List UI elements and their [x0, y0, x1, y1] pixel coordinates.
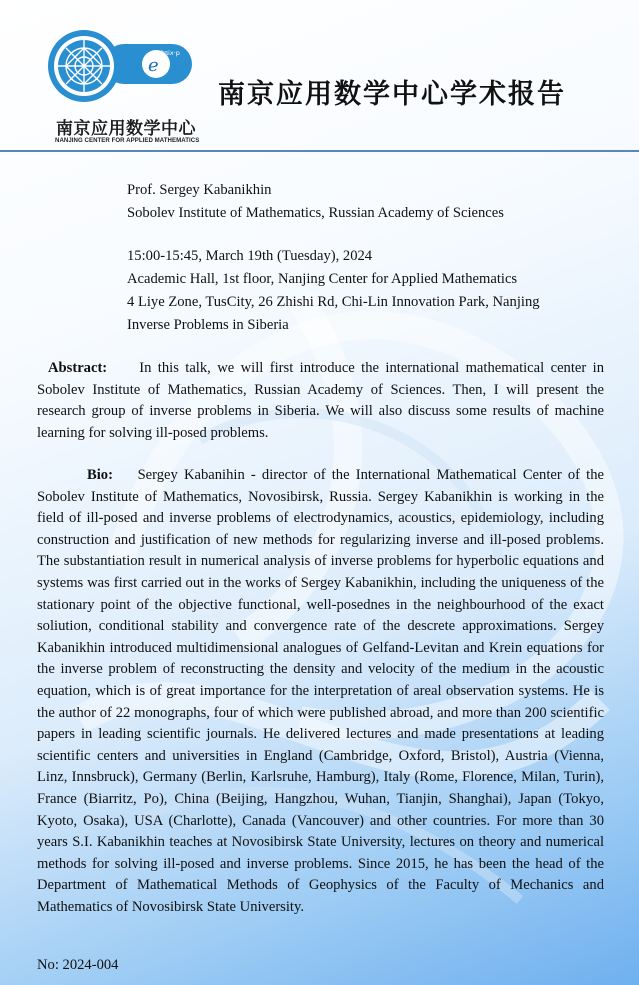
logo-formula-text: 2πix·p: [160, 49, 180, 57]
logo-english-name: NANJING CENTER FOR APPLIED MATHEMATICS: [55, 137, 200, 144]
title-value: Inverse Problems in Siberia: [127, 317, 289, 333]
report-number: No: 2024-004: [37, 957, 119, 973]
time-value: 15:00-15:45, March 19th (Tuesday), 2024: [127, 248, 373, 264]
logo-e-letter: e: [148, 55, 159, 76]
bio-section: [37, 465, 604, 918]
header-divider: [0, 150, 639, 152]
page-title: 南京应用数学中心学术报告: [218, 79, 566, 110]
abstract-label: Abstract:: [48, 360, 108, 376]
affiliation-value: Sobolev Institute of Mathematics, Russian Academy of Sciences: [127, 205, 504, 221]
venue-line-1: Academic Hall, 1st floor, Nanjing Center for Applied Mathematics: [127, 271, 518, 287]
bio-text: Sergey Kabanihin - director of the International Mathematical Center of the Sobolev Institute of Mathematics, Novosibirsk, Russia. Sergey Kabanikhin is working in the field of ill-posed and inverse problems of electrodynamics, acoustics, epidemiology, including construction and justification of new methods for regularizing inverse and ill-posed problems. The substantiation result in numerical analysis of inverse problems for hyperbolic equations and systems was first carried out in the works of Sergey Kabanikhin, including the uniqueness of the stationary point of the objective functional, well-posednes in the neighbourhood of the exact soliution, conditional stability and convergence rate of the descrete approximations. Sergey Kabanikhin introduced multidimensional analogues of Gelfand-Levitan and Krein equations for the inverse problem of reconstructing the density and velocity of the medium in the acoustic equation, which is of great importance for the interpretation of areal observation systems. He is the author of 22 monographs, four of which were published abroad, and more than 200 scientific papers in leading scientific journals. He delivered lectures and made presentations at leading scientific centers and universities in England (Cambridge, Oxford, Bristol), Austria (Vienna, Linz, Innsbruck), Germany (Berlin, Karlsruhe, Hamburg), Italy (Rome, Florence, Milan, Turin), France (Biarritz, Po), China (Beijing, Hangzhou, Wuhan, Tianjin, Shanghai), Japan (Tokyo, Kyoto, Osaka), USA (Charlotte), Canada (Vancouver) and other countries. For more than 30 years S.I. Kabanikhin teaches at Novosibirsk State University, lectures on theory and numerical methods for solving ill-posed and inverse problems. Since 2015, he has been the head of the Department of Mathematical Methods of Geophysics of the Faculty of Mechanics and Mathematics of Novosibirsk State University.: [37, 467, 605, 915]
njcam-logo-icon: [44, 26, 194, 108]
bio-label: Bio:: [87, 467, 113, 483]
speaker-value: Prof. Sergey Kabanikhin: [127, 182, 272, 198]
venue-line-2: 4 Liye Zone, TusCity, 26 Zhishi Rd, Chi-Lin Innovation Park, Nanjing: [127, 294, 540, 310]
logo-chinese-name: 南京应用数学中心: [56, 119, 196, 139]
abstract-section: [37, 358, 604, 444]
header: [0, 0, 639, 152]
abstract-text: In this talk, we will first introduce the international mathematical center in Sobolev Institute of Mathematics, Russian Academy of Sciences. Then, I will present the research group of inverse problems in Siberia. We will also discuss some results of machine learning for solving ill-posed problems.: [37, 360, 604, 441]
